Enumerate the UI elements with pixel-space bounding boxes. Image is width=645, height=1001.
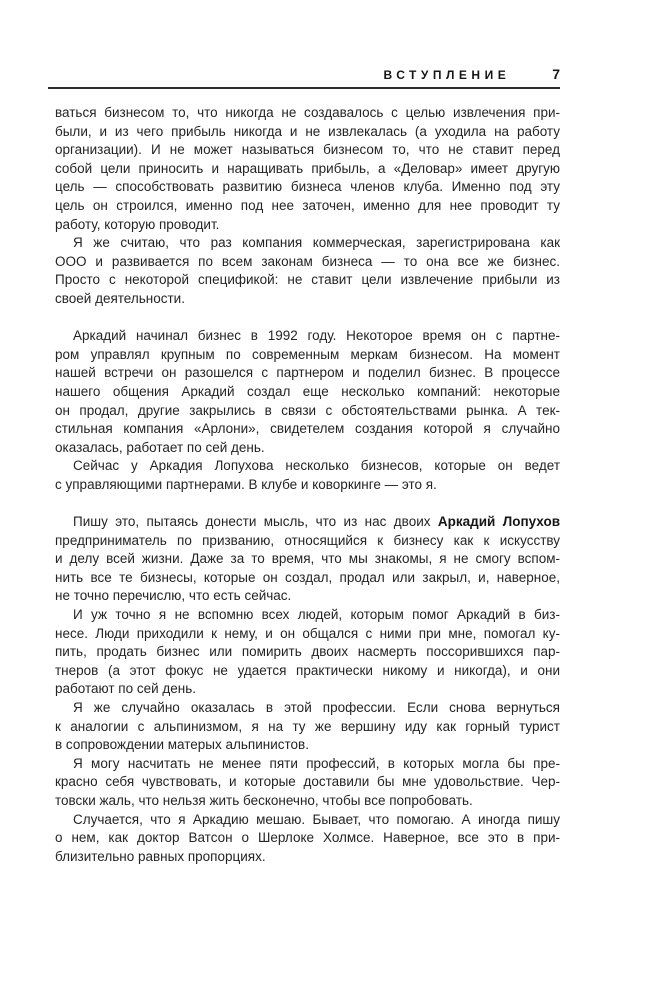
text-line: несе. Люди приходили к нему, и он общался с ними при мне, помогал ку-	[55, 625, 560, 641]
text-line: работу, которую проводит.	[55, 216, 220, 232]
text-line: Сейчас у Аркадия Лопухова несколько бизнесов, которые он ведет	[73, 458, 560, 474]
text-run: Пишу это, пытаясь донести мысль, что из нас двоих	[73, 514, 438, 530]
text-line: с управляющими партнерами. В клубе и коворкинге — это я.	[55, 476, 437, 492]
text-line: ром управлял крупным по современным меркам бизнесом. На момент	[55, 346, 560, 362]
text-line	[55, 513, 560, 532]
chapter-title: ВСТУПЛЕНИЕ	[383, 68, 511, 82]
text-line: оказалась, работает по сей день.	[55, 439, 265, 455]
text-line: нашего общения Аркадий создал еще несколько компаний: некоторые	[55, 383, 560, 399]
paragraph	[55, 755, 560, 811]
running-head	[48, 66, 560, 82]
text-line: близительно равных пропорциях.	[55, 848, 266, 864]
text-line: собой цели приносить и наращивать прибыль, а «Деловар» имеет другую	[55, 160, 560, 176]
paragraph	[55, 457, 560, 494]
paragraph	[55, 513, 560, 606]
text-line: Просто с некоторой спецификой: не ставит цели извлечение прибыли из	[55, 272, 560, 288]
text-line: Я могу насчитать не менее пяти профессий, в которых могла бы пре-	[73, 755, 560, 771]
text-line: Я же случайно оказалась в этой профессии. Если снова вернуться	[73, 700, 560, 715]
text-line: цель — способствовать развитию бизнеса членов клуба. Именно под эту	[55, 179, 560, 195]
text-line: о нем, как доктор Ватсон о Шерлоке Холмсе. Наверное, все это в при-	[55, 830, 560, 846]
paragraph	[55, 699, 560, 755]
paragraph	[55, 104, 560, 234]
text-line: были, и из чего прибыль никогда и не извлекалась (а уходила на работу	[55, 123, 560, 139]
paragraph	[55, 811, 560, 867]
paragraph	[55, 234, 560, 308]
text-line: Случается, что я Аркадию мешаю. Бывает, что помогаю. А иногда пишу	[73, 811, 560, 827]
text-line: не точно перечислю, что есть сейчас.	[55, 588, 292, 604]
text-line: И уж точно я не вспомню всех людей, которым помог Аркадий в биз-	[73, 607, 560, 623]
text-line: нить все те бизнесы, которые он создал, продал или закрыл, и, наверное,	[55, 569, 560, 585]
text-line: Аркадий начинал бизнес в 1992 году. Некоторое время он с партне-	[73, 328, 560, 344]
text-line: ООО и развивается по всем законам бизнеса — то она все же бизнес.	[55, 253, 560, 269]
text-line: предприниматель по призванию, относящийся к бизнесу как к искусству	[55, 532, 560, 548]
text-line: товски жаль, что нельзя жить бесконечно, чтобы все попробовать.	[55, 792, 473, 808]
text-line: стильная компания «Арлони», свидетелем создания которой я случайно	[55, 421, 560, 437]
text-line: нашей встречи он разошелся с партнером и поделил бизнес. В процессе	[55, 365, 560, 381]
paragraph	[55, 327, 560, 457]
bold-person-name: Аркадий Лопухов	[437, 514, 560, 530]
text-line: он продал, другие закрылись в связи с обстоятельствами рынка. А тек-	[55, 402, 560, 418]
page-number: 7	[552, 66, 560, 82]
text-line: цель он строился, именно под нее заточен, именно для нее проводит ту	[55, 197, 560, 213]
text-line: работают по сей день.	[55, 681, 197, 697]
text-line: пить, продать бизнес или помирить двоих насмерть поссорившихся пар-	[55, 644, 560, 660]
header-rule	[48, 87, 560, 89]
text-line: ваться бизнесом то, что никогда не создавалось с целью извлечения при-	[55, 105, 560, 120]
text-line: и делу всей жизни. Даже за то время, что мы знакомы, я не смогу вспом-	[55, 551, 560, 567]
text-line: Я же считаю, что раз компания коммерческая, зарегистрирована как	[73, 235, 560, 251]
text-line: к аналогии с альпинизмом, я на ту же вершину иду как горный турист	[55, 718, 560, 734]
paragraph	[55, 606, 560, 699]
text-line: в сопровождении матерых альпинистов.	[55, 737, 309, 753]
text-line: красно себя чувствовать, и которые доставили бы мне удовольствие. Чер-	[55, 774, 560, 790]
text-line: тнеров (а этот фокус не удается практически никому и никогда), и они	[55, 662, 560, 678]
text-line: своей деятельности.	[55, 290, 185, 306]
text-line: организации). И не может называться бизнесом то, что не ставит перед	[55, 142, 560, 158]
body-text	[55, 104, 560, 866]
